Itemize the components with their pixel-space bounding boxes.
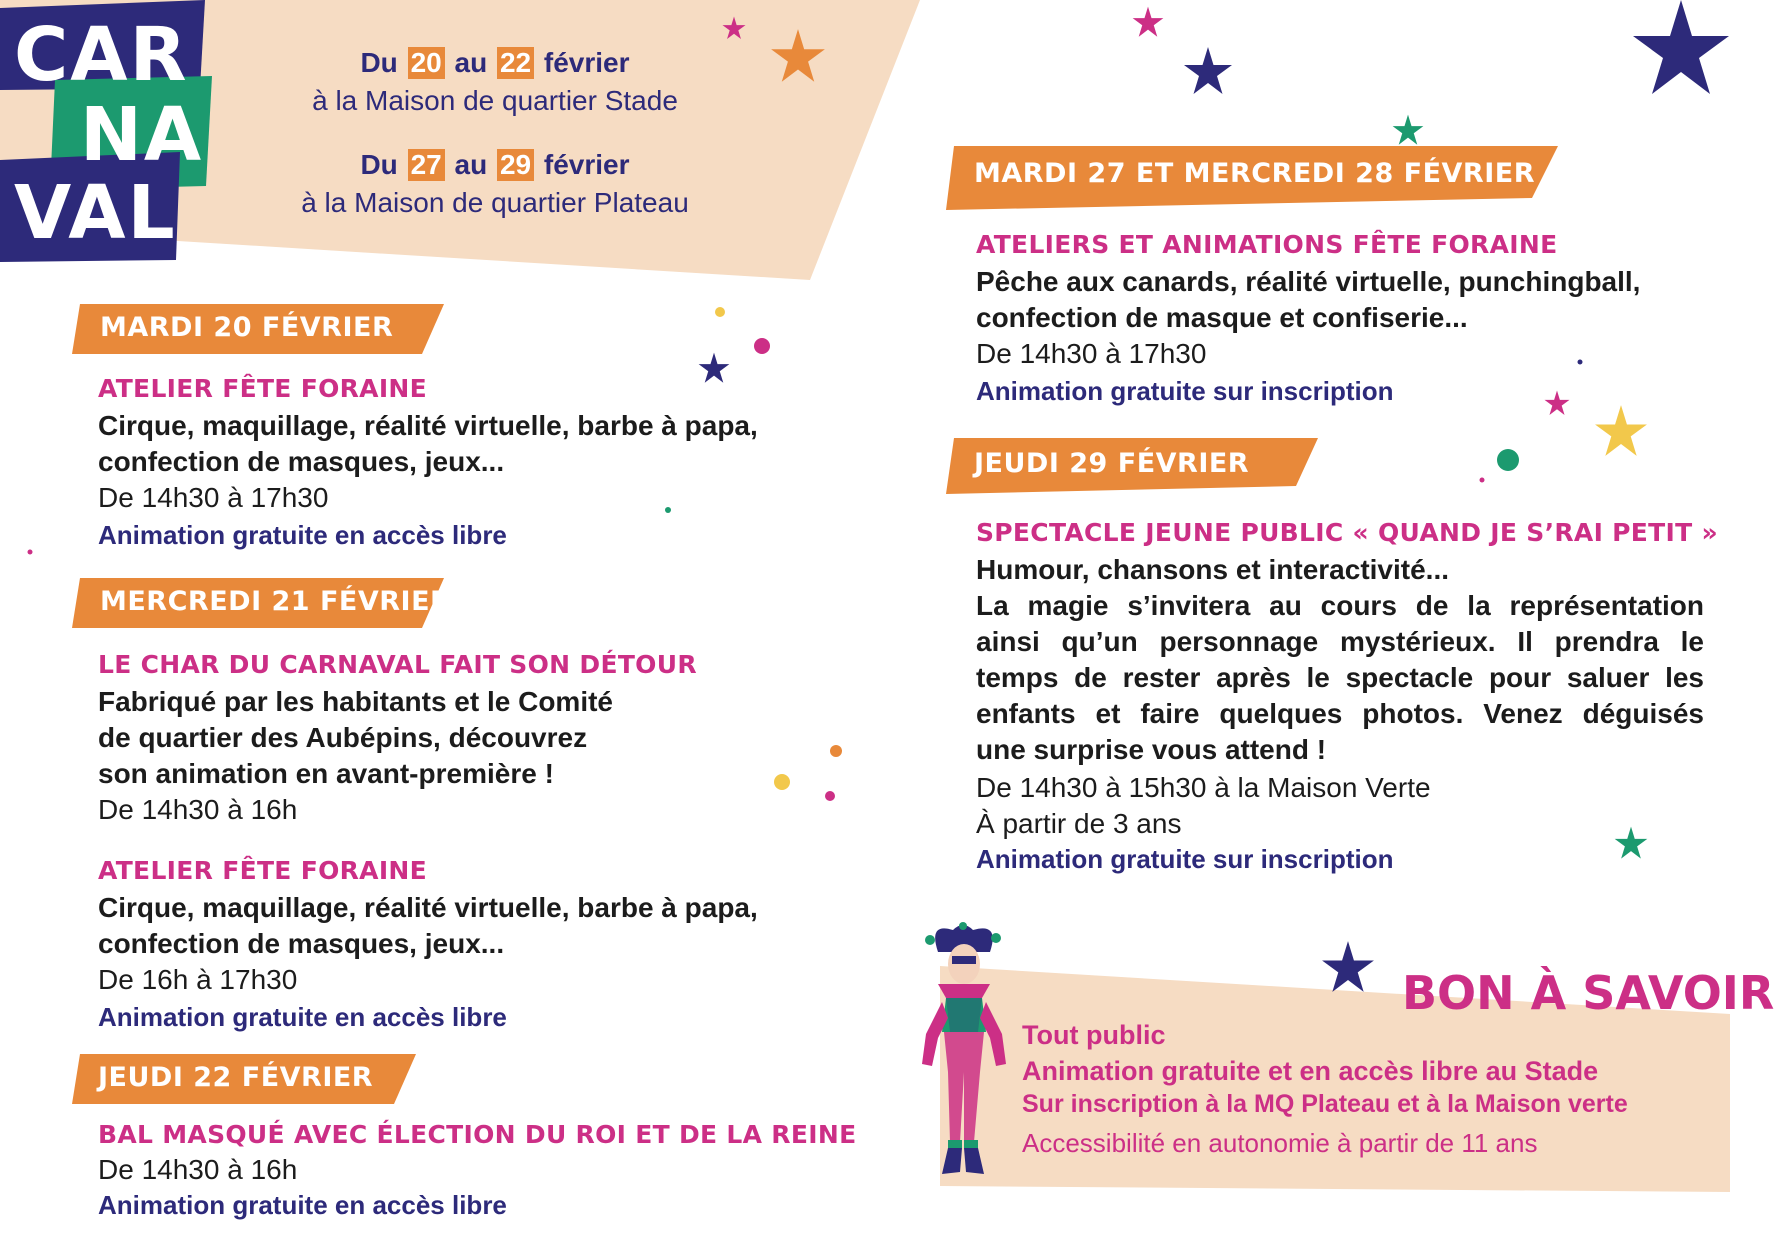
period2-start-badge: 27 [408,149,445,181]
description-line: temps de rester après le spectacle pour saluer les [976,662,1704,693]
star-icon [1182,46,1234,96]
star-icon [770,28,826,84]
description-line: Cirque, maquillage, réalité virtuelle, barbe à papa, [98,410,758,441]
star-icon [1594,404,1648,458]
period1-end-badge: 22 [497,47,534,79]
description-line: ainsi qu’un personnage mystérieux. Il prendra le [976,626,1704,657]
event-description [98,890,858,962]
star-icon [1392,114,1424,146]
carnaval-logo [0,0,215,265]
description-line: son animation en avant-première ! [98,758,554,789]
period1-prefix: Du [360,47,398,78]
period2-month: février [543,149,630,180]
period1-place: à la Maison de quartier Stade [312,85,678,116]
star-icon [1626,0,1736,98]
event-access-note: Animation gratuite en accès libre [98,1002,507,1032]
event-access-note: Animation gratuite sur inscription [976,844,1394,874]
period1-start-badge: 20 [408,47,445,79]
event-time: De 14h30 à 17h30 [98,482,329,513]
banner-mardi-27-mercredi-28 [946,146,1558,210]
event-title: SPECTACLE JEUNE PUBLIC « QUAND JE S’RAI PETIT » [976,518,1718,547]
description-line: une surprise vous attend ! [976,734,1327,765]
event-access-note: Animation gratuite en accès libre [98,1190,507,1220]
banner-mercredi-21 [72,578,452,628]
logo-line-na: NA [80,92,204,178]
info-line: Tout public [1022,1020,1166,1050]
description-line: Pêche aux canards, réalité virtuelle, punchingball, [976,266,1641,297]
period2-end-badge: 29 [497,149,534,181]
period2-place: à la Maison de quartier Plateau [301,187,689,218]
period1-month: février [543,47,630,78]
description-line: Fabriqué par les habitants et le Comité [98,686,614,717]
banner-label: JEUDI 22 FÉVRIER [98,1062,374,1093]
info-box-title: BON À SAVOIR [1402,966,1774,1020]
description-line: confection de masques, jeux... [98,928,505,959]
description-line: La magie s’invitera au cours de la représentation [976,590,1704,621]
header-period-2 [250,146,740,222]
event-title: ATELIER FÊTE FORAINE [98,856,428,885]
description-line: Cirque, maquillage, réalité virtuelle, barbe à papa, [98,892,758,923]
description-line: confection de masque et confiserie... [976,302,1468,333]
event-access-note: Animation gratuite sur inscription [976,376,1394,406]
banner-label: MARDI 27 ET MERCREDI 28 FÉVRIER [974,158,1535,189]
event-description [976,264,1736,336]
event-time: De 14h30 à 16h [98,794,298,825]
description-line: enfants et faire quelques photos. Venez déguisés [976,698,1704,729]
star-icon [1320,940,1376,994]
info-line: Sur inscription à la MQ Plateau et à la Maison verte [1022,1090,1628,1118]
event-access-note: Animation gratuite en accès libre [98,520,507,550]
event-time: De 14h30 à 15h30 à la Maison Verte [976,772,1431,803]
event-description [98,684,818,792]
star-icon [1614,826,1648,860]
event-time: De 14h30 à 17h30 [976,338,1207,369]
header-period-1 [260,44,730,120]
info-line: Animation gratuite et en accès libre au Stade [1022,1056,1599,1086]
star-icon [722,16,746,40]
description-line: confection de masques, jeux... [98,446,505,477]
banner-jeudi-22 [72,1054,416,1104]
description-line: Humour, chansons et interactivité... [976,554,1450,585]
star-icon [1544,390,1570,416]
banner-label: MARDI 20 FÉVRIER [100,312,394,343]
period2-prefix: Du [360,149,398,180]
period1-mid: au [454,47,488,78]
event-time: De 14h30 à 16h [98,1154,298,1185]
event-title: LE CHAR DU CARNAVAL FAIT SON DÉTOUR [98,650,697,679]
star-icon [698,352,730,384]
event-age: À partir de 3 ans [976,808,1182,839]
logo-line-val: VAL [14,170,177,256]
jester-illustration [908,922,1018,1184]
logo-line-car: CAR [14,12,189,98]
info-line: Accessibilité en autonomie à partir de 11 ans [1022,1128,1538,1158]
period2-mid: au [454,149,488,180]
event-title: ATELIERS ET ANIMATIONS FÊTE FORAINE [976,230,1558,259]
event-time: De 16h à 17h30 [98,964,298,995]
banner-label: MERCREDI 21 FÉVRIER [100,586,452,617]
banner-jeudi-29 [946,438,1318,494]
event-description [98,408,858,480]
banner-label: JEUDI 29 FÉVRIER [974,448,1250,479]
event-title: ATELIER FÊTE FORAINE [98,374,428,403]
banner-mardi-20 [72,304,444,354]
description-line: de quartier des Aubépins, découvrez [98,722,588,753]
star-icon [1132,6,1164,38]
event-description [976,552,1704,768]
event-title: BAL MASQUÉ AVEC ÉLECTION DU ROI ET DE LA REINE [98,1120,857,1149]
